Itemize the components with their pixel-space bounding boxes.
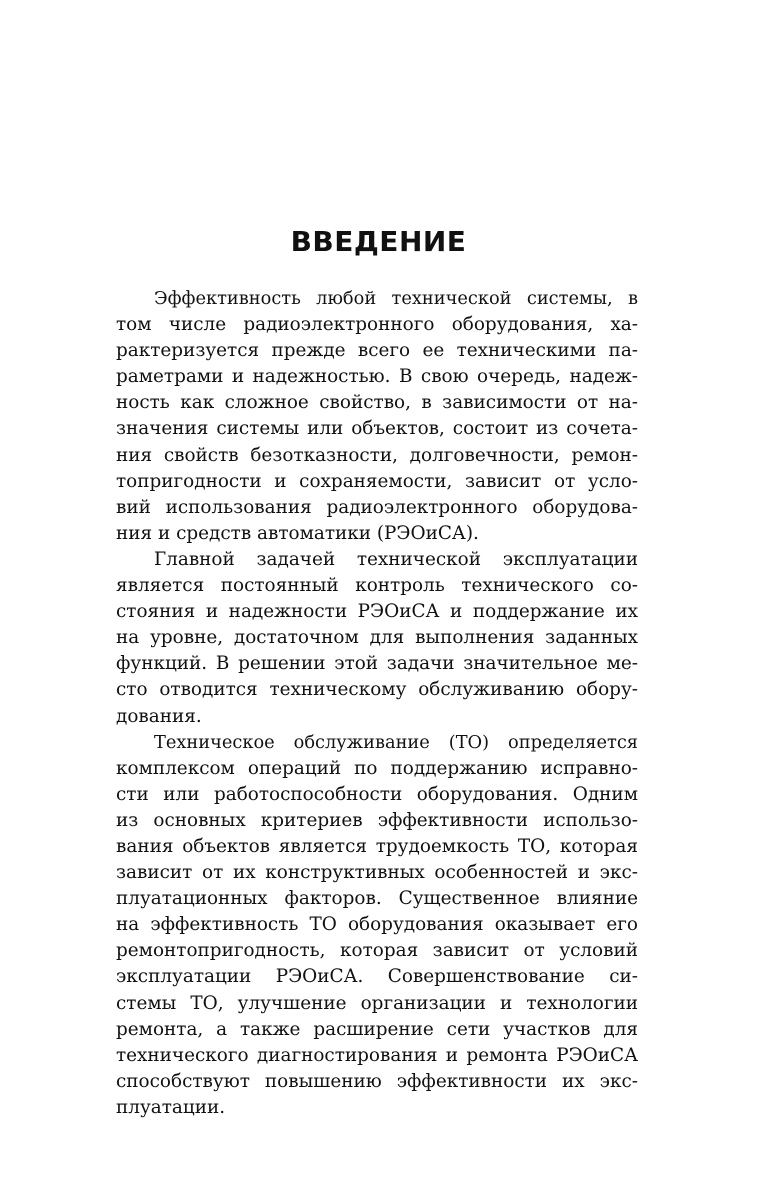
text-line: ния и средств автоматики (РЭОиСА).	[116, 522, 479, 544]
text-line: Техническое обслуживание (ТО) определяется	[154, 731, 638, 753]
text-line: значения системы или объектов, состоит из сочета-	[116, 418, 638, 440]
paragraph-2	[116, 547, 638, 730]
text-line: функций. В решении этой задачи значительное ме-	[116, 653, 638, 675]
text-line: вий использования радиоэлектронного оборудова-	[116, 496, 638, 518]
text-line: на уровне, достаточном для выполнения заданных	[116, 627, 638, 649]
paragraph-1	[116, 286, 638, 547]
text-line: способствуют повышению эффективности их экс-	[116, 1070, 638, 1092]
text-line: сти или работоспособности оборудования. Одним	[116, 783, 638, 805]
page-title: ВВЕДЕНИЕ	[290, 225, 467, 258]
text-line: ремонтопригодность, которая зависит от условий	[116, 940, 638, 962]
text-line: раметрами и надежностью. В свою очередь, надеж-	[116, 366, 638, 388]
paragraph-3	[116, 730, 638, 1121]
text-line: ния свойств безотказности, долговечности, ремон-	[116, 444, 638, 466]
text-line: зависит от их конструктивных особенностей и экс-	[116, 862, 638, 884]
text-line: стемы ТО, улучшение организации и технологии	[116, 992, 638, 1014]
text-line: ремонта, а также расширение сети участков для	[116, 1018, 638, 1040]
text-line: плуатации.	[116, 1096, 226, 1118]
text-line: топригодности и сохраняемости, зависит от усло-	[116, 470, 638, 492]
text-line: комплексом операций по поддержанию исправно-	[116, 757, 638, 779]
text-line: том числе радиоэлектронного оборудования, ха-	[116, 314, 638, 336]
text-line: дования.	[116, 705, 202, 727]
text-line: ность как сложное свойство, в зависимости от на-	[116, 392, 638, 414]
text-line: из основных критериев эффективности использо-	[116, 809, 638, 831]
text-line: является постоянный контроль технического со-	[116, 575, 638, 597]
text-line: эксплуатации РЭОиСА. Совершенствование си-	[116, 966, 638, 988]
text-line: на эффективность ТО оборудования оказывает его	[116, 914, 638, 936]
text-line: Главной задачей технической эксплуатации	[154, 548, 638, 570]
text-line: технического диагностирования и ремонта РЭОиСА	[116, 1044, 638, 1066]
text-line: вания объектов является трудоемкость ТО, которая	[116, 835, 638, 857]
text-line: Эффективность любой технической системы, в	[154, 288, 638, 309]
text-line: сто отводится техническому обслуживанию обору-	[116, 679, 638, 701]
text-line: плуатационных факторов. Существенное влияние	[116, 888, 638, 910]
text-line: стояния и надежности РЭОиСА и поддержание их	[116, 601, 638, 623]
body-text	[116, 286, 638, 1121]
text-line: рактеризуется прежде всего ее техническими па-	[116, 340, 638, 362]
